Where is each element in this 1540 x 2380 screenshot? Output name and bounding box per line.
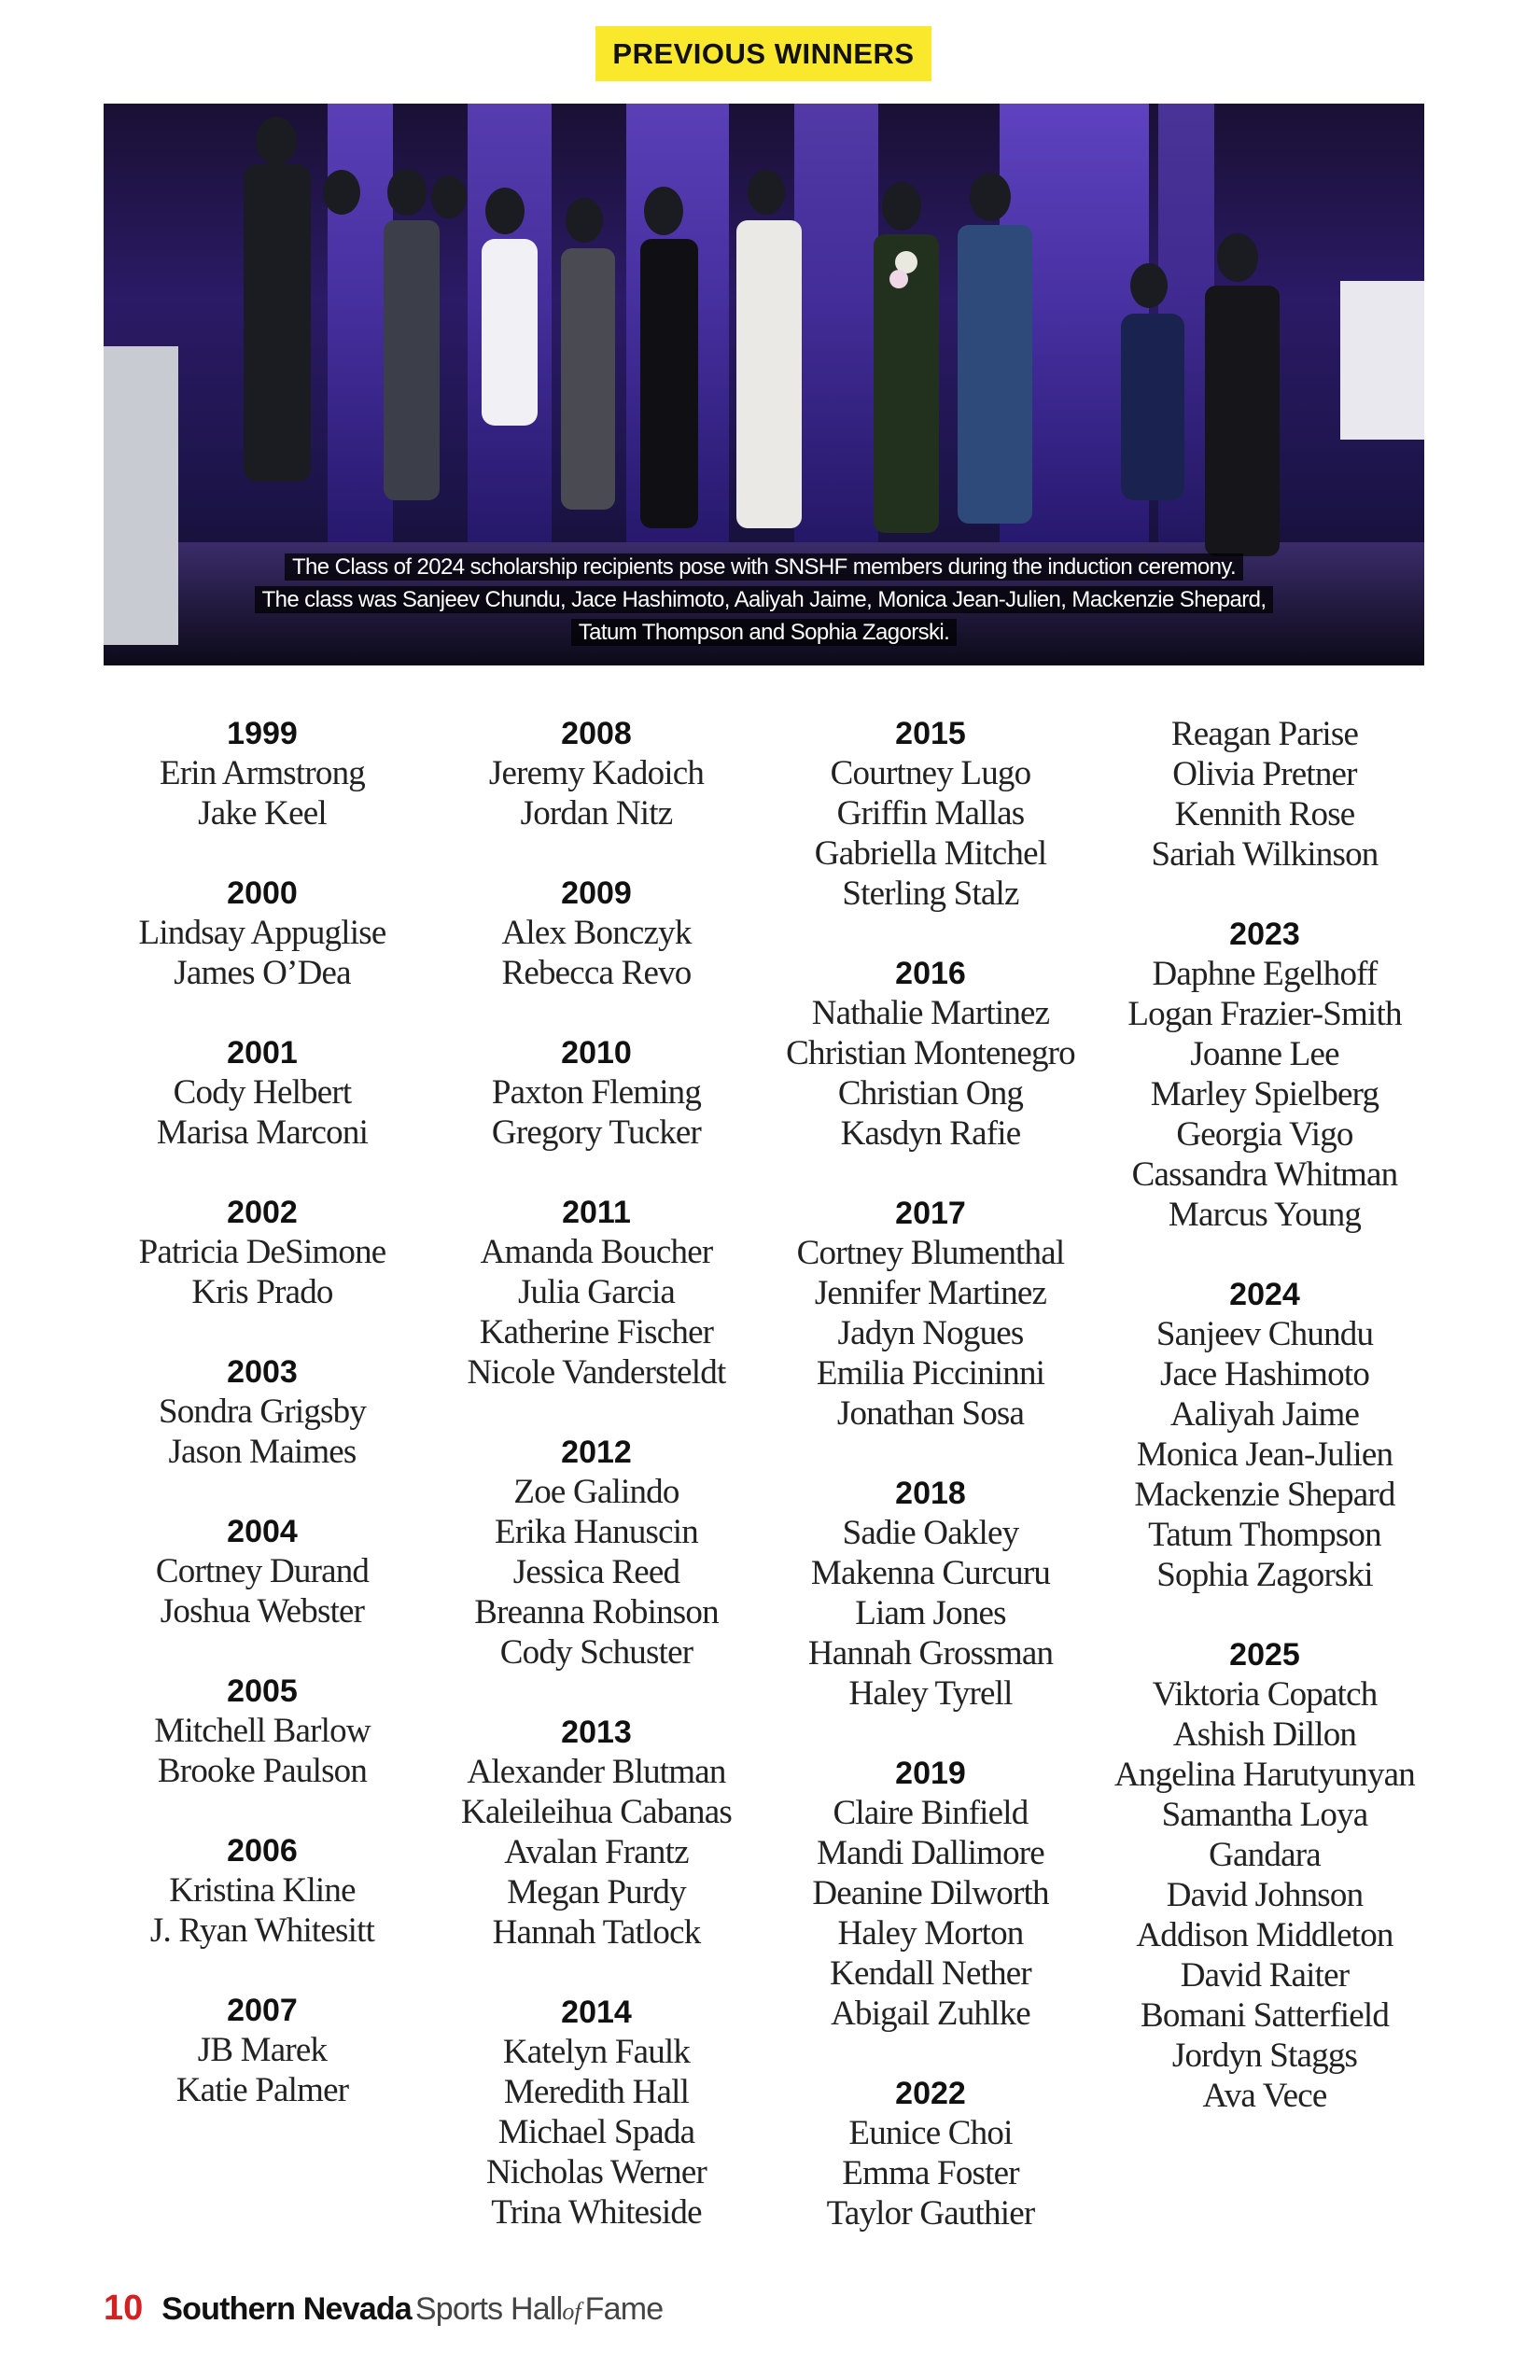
winner-name: Katelyn Faulk — [502, 2033, 691, 2071]
winner-name: Makenna Curcuru — [810, 1554, 1051, 1592]
group-spacer — [429, 833, 763, 874]
winners-column-4 — [1098, 714, 1432, 2116]
winner-name: Christian Ong — [837, 1074, 1024, 1113]
group-spacer — [1098, 1595, 1432, 1635]
winner-year: 2023 — [1229, 917, 1300, 952]
winner-name: Abigail Zuhlke — [831, 1995, 1030, 2033]
winner-name: Amanda Boucher — [480, 1233, 713, 1271]
winner-year: 2016 — [895, 956, 966, 991]
winner-name: Jace Hashimoto — [1159, 1355, 1370, 1393]
winner-name: Daphne Egelhoff — [1152, 955, 1378, 993]
winner-name: Alex Bonczyk — [501, 914, 692, 952]
winner-name: Marley Spielberg — [1150, 1075, 1379, 1113]
winner-name: Viktoria Copatch — [1152, 1675, 1378, 1714]
group-spacer — [95, 1951, 429, 1991]
winner-name: Ava Vece — [1202, 2077, 1327, 2115]
winner-name: Kris Prado — [191, 1273, 333, 1311]
winner-name: Addison Middleton — [1136, 1916, 1393, 1954]
winner-name: Julia Garcia — [517, 1273, 676, 1311]
winner-name: Jason Maimes — [168, 1433, 357, 1471]
winner-name: Cody Schuster — [499, 1633, 693, 1672]
winner-name: Patricia DeSimone — [138, 1233, 386, 1271]
group-spacer — [95, 1631, 429, 1672]
winner-year: 2009 — [561, 875, 632, 911]
winner-name: Emilia Piccininni — [816, 1354, 1045, 1393]
winner-year: 2013 — [561, 1715, 632, 1750]
winner-name: David Johnson — [1166, 1876, 1364, 1914]
group-spacer — [95, 1472, 429, 1512]
winner-year: 2003 — [227, 1354, 298, 1390]
group-spacer — [95, 1791, 429, 1831]
group-spacer — [95, 993, 429, 1033]
winner-name: Cortney Blumenthal — [796, 1234, 1065, 1272]
winner-name: Jordyn Staggs — [1171, 2037, 1358, 2075]
winner-name: Tatum Thompson — [1148, 1516, 1381, 1554]
winner-name: Aaliyah Jaime — [1169, 1395, 1360, 1434]
winner-name: Jennifer Martinez — [814, 1274, 1047, 1312]
winner-name: Sterling Stalz — [842, 875, 1019, 913]
winner-name: Emma Foster — [842, 2154, 1019, 2192]
group-spacer — [1098, 1235, 1432, 1275]
winner-name: Taylor Gauthier — [826, 2194, 1035, 2233]
winner-year: 2019 — [895, 1756, 966, 1791]
winner-name: Joshua Webster — [160, 1592, 365, 1631]
winner-name: Kaleileihua Cabanas — [461, 1793, 732, 1831]
winner-name: Nicholas Werner — [485, 2153, 707, 2191]
winner-year: 2022 — [895, 2076, 966, 2111]
winner-name: Sanjeev Chundu — [1155, 1315, 1374, 1353]
winner-name: James O’Dea — [174, 954, 351, 992]
winner-name: Alexander Blutman — [467, 1753, 726, 1791]
winner-year: 2008 — [561, 716, 632, 751]
winner-name: Hannah Grossman — [807, 1634, 1054, 1673]
group-spacer — [95, 1312, 429, 1352]
winner-name: Olivia Pretner — [1172, 755, 1357, 793]
winner-name: Mitchell Barlow — [154, 1712, 371, 1750]
winner-name: Gandara — [1209, 1836, 1321, 1874]
winner-year: 2001 — [227, 1035, 298, 1071]
winner-name: Georgia Vigo — [1176, 1115, 1353, 1154]
winner-year: 2014 — [561, 1995, 632, 2030]
winner-name: Mandi Dallimore — [817, 1834, 1044, 1872]
winners-column-2 — [429, 714, 763, 2233]
group-spacer — [429, 1953, 763, 1993]
winner-name: Courtney Lugo — [830, 754, 1031, 792]
winner-name: Cody Helbert — [173, 1073, 352, 1112]
winner-name: Angelina Harutyunyan — [1113, 1756, 1416, 1794]
winner-name: JB Marek — [197, 2031, 328, 2069]
brand-name-bold: Southern Nevada — [161, 2291, 412, 2327]
previous-winners-badge: PREVIOUS WINNERS — [595, 26, 931, 81]
winner-name: Sondra Grigsby — [158, 1393, 367, 1431]
winner-name: Nathalie Martinez — [811, 994, 1050, 1032]
winner-name: Breanna Robinson — [474, 1593, 719, 1631]
winner-year: 2015 — [895, 716, 966, 751]
winner-name: Haley Tyrell — [848, 1674, 1013, 1713]
winner-year: 2018 — [895, 1476, 966, 1511]
winner-name: Sophia Zagorski — [1156, 1556, 1373, 1594]
photo-caption — [104, 551, 1424, 649]
group-spacer — [763, 1154, 1098, 1194]
winner-name: Cassandra Whitman — [1131, 1155, 1398, 1194]
winner-year: 2025 — [1229, 1637, 1300, 1673]
winner-name: Ashish Dillon — [1172, 1715, 1357, 1754]
winner-name: Liam Jones — [855, 1594, 1006, 1632]
winner-name: Kristina Kline — [169, 1871, 356, 1910]
winner-name: Marisa Marconi — [156, 1113, 369, 1152]
winner-year: 2004 — [227, 1514, 298, 1549]
winner-name: Paxton Fleming — [491, 1073, 702, 1112]
winner-name: David Raiter — [1180, 1956, 1350, 1995]
winner-name: Cortney Durand — [155, 1552, 370, 1590]
group-spacer — [429, 1153, 763, 1193]
winner-name: Logan Frazier-Smith — [1127, 995, 1402, 1033]
winner-year: 2005 — [227, 1673, 298, 1709]
winner-name: Jordan Nitz — [520, 794, 673, 833]
winner-name: Nicole Vandersteldt — [467, 1353, 726, 1392]
winner-name: Kasdyn Rafie — [840, 1114, 1021, 1153]
winner-name: Monica Jean-Julien — [1136, 1435, 1393, 1474]
winner-year: 2002 — [227, 1195, 298, 1230]
caption-line: The Class of 2024 scholarship recipients pose with SNSHF members during the induction ceremony. — [285, 553, 1243, 581]
winners-column-3 — [763, 714, 1098, 2233]
group-spacer — [429, 1673, 763, 1713]
winner-year: 2010 — [561, 1035, 632, 1071]
winner-name: Trina Whiteside — [491, 2193, 702, 2232]
winner-year: 2006 — [227, 1833, 298, 1869]
caption-line: The class was Sanjeev Chundu, Jace Hashimoto, Aaliyah Jaime, Monica Jean-Julien, Mackenzie Shepard, — [255, 586, 1274, 613]
winner-name: Marcus Young — [1168, 1196, 1362, 1234]
winner-name: Samantha Loya — [1161, 1796, 1368, 1834]
winner-name: Bomani Satterfield — [1140, 1996, 1390, 2035]
winner-name: Hannah Tatlock — [492, 1913, 701, 1952]
page-number: 10 — [104, 2289, 144, 2328]
winner-name: Mackenzie Shepard — [1134, 1476, 1395, 1514]
winner-name: Avalan Frantz — [504, 1833, 689, 1871]
winner-name: Brooke Paulson — [157, 1752, 368, 1790]
winner-name: Deanine Dilworth — [812, 1874, 1049, 1912]
winner-name: Erin Armstrong — [159, 754, 366, 792]
group-spacer — [95, 1153, 429, 1193]
winner-name: Michael Spada — [497, 2113, 695, 2151]
winner-name: Gabriella Mitchel — [814, 834, 1047, 873]
winner-year: 2012 — [561, 1435, 632, 1470]
winner-name: Katherine Fischer — [479, 1313, 714, 1351]
winner-name: Griffin Mallas — [836, 794, 1025, 833]
winner-name: Jake Keel — [198, 794, 327, 833]
winner-name: Lindsay Appuglise — [138, 914, 386, 952]
group-spacer — [763, 2034, 1098, 2074]
winner-name: Zoe Galindo — [513, 1473, 679, 1511]
winner-name: Jeremy Kadoich — [488, 754, 705, 792]
group-spacer — [1098, 875, 1432, 915]
winner-name: Megan Purdy — [507, 1873, 686, 1911]
winner-name: Kennith Rose — [1174, 795, 1355, 833]
group-spacer — [763, 1434, 1098, 1474]
group-spacer — [429, 1393, 763, 1433]
winner-name: Kendall Nether — [830, 1954, 1031, 1993]
winner-name: Sadie Oakley — [842, 1514, 1019, 1552]
group-spacer — [429, 993, 763, 1033]
winner-year: 2007 — [227, 1993, 298, 2028]
winner-year: 1999 — [227, 716, 298, 751]
winner-name: Katie Palmer — [175, 2071, 349, 2109]
winners-column-1 — [95, 714, 429, 2110]
page-footer — [104, 2289, 663, 2335]
ceremony-photo — [104, 104, 1424, 665]
winner-name: Gregory Tucker — [491, 1113, 702, 1152]
winner-name: Sariah Wilkinson — [1151, 835, 1379, 874]
winner-name: Jonathan Sosa — [836, 1394, 1025, 1433]
winner-name: Reagan Parise — [1170, 715, 1359, 753]
group-spacer — [763, 1714, 1098, 1754]
winner-year: 2011 — [562, 1195, 631, 1230]
winner-name: Rebecca Revo — [501, 954, 692, 992]
group-spacer — [763, 914, 1098, 954]
winner-year: 2017 — [895, 1196, 966, 1231]
winner-name: Erika Hanuscin — [495, 1513, 698, 1551]
caption-line: Tatum Thompson and Sophia Zagorski. — [571, 619, 957, 646]
brand-name-light: Sports Hall — [414, 2291, 563, 2327]
winner-name: Claire Binfield — [833, 1794, 1029, 1832]
winner-name: Christian Montenegro — [786, 1034, 1075, 1072]
brand-name-fame: Fame — [584, 2291, 664, 2327]
winner-year: 2000 — [227, 875, 298, 911]
group-spacer — [95, 833, 429, 874]
winner-name: Haley Morton — [837, 1914, 1024, 1953]
winner-name: Jadyn Nogues — [837, 1314, 1024, 1352]
winner-name: Joanne Lee — [1190, 1035, 1339, 1073]
winner-name: Eunice Choi — [848, 2114, 1013, 2152]
winner-name: J. Ryan Whitesitt — [149, 1911, 375, 1950]
winner-name: Jessica Reed — [512, 1553, 680, 1591]
winner-name: Meredith Hall — [503, 2073, 690, 2111]
winner-year: 2024 — [1229, 1277, 1300, 1312]
brand-name-of: of — [562, 2298, 581, 2325]
